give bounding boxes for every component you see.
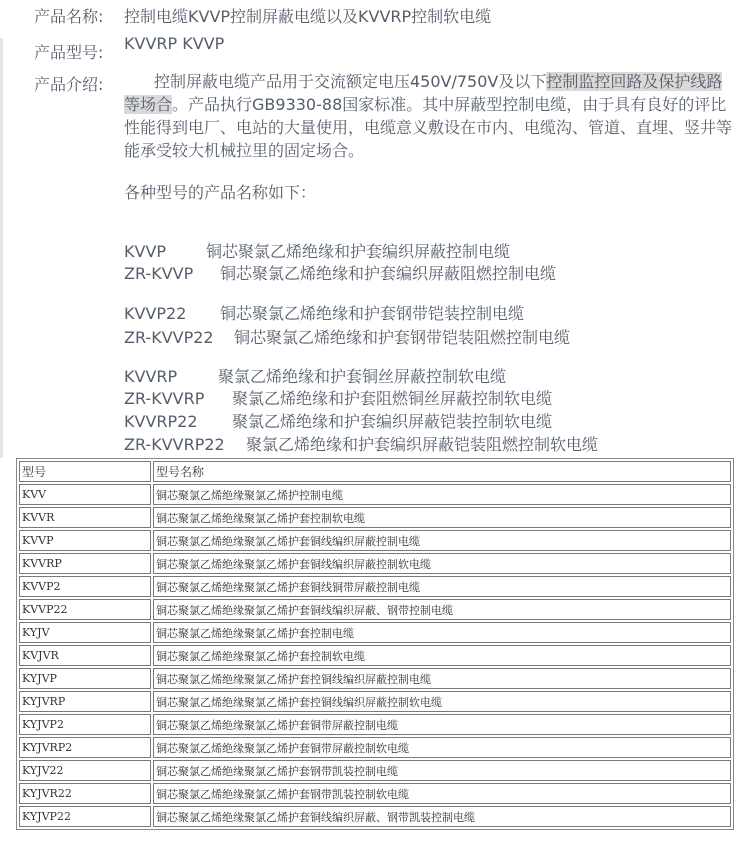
cell-name: 铜芯聚氯乙烯绝缘聚氯乙烯护套铜带屏蔽控制电缆 — [153, 714, 731, 735]
cell-name: 铜芯聚氯乙烯绝缘聚氯乙烯护套钢带凯装控制软电缆 — [153, 783, 731, 804]
cell-model: KYJVR22 — [19, 783, 151, 804]
product-name-value: 控制电缆KVVP控制屏蔽电缆以及KVVRP控制软电缆 — [124, 7, 492, 26]
model-line — [124, 367, 506, 387]
model-code: KVVRP — [124, 367, 178, 386]
model-desc: 聚氯乙烯绝缘和护套编织屏蔽铠装控制软电缆 — [232, 412, 553, 431]
left-border-rule — [0, 38, 3, 458]
cell-model: KVVP — [19, 530, 151, 551]
table-row — [19, 691, 731, 712]
intro-part-2: 。产品执行GB9330-88国家标准。其中屏蔽型控制电缆，由于具有良好的评比性能得到电厂、电站的大量使用，电缆意义敷设在市内、电缆沟、管道、直埋、竖井等能承受较大机械拉里的固定场合。 — [124, 95, 733, 160]
model-code: ZR-KVVP — [124, 264, 194, 283]
cell-name: 铜芯聚氯乙烯绝缘聚氯乙烯护套铜线编织屏蔽控制电缆 — [153, 530, 731, 551]
cell-name: 铜芯聚氯乙烯绝缘聚氯乙烯护套控铜线编织屏蔽控制电缆 — [153, 668, 731, 689]
cell-model: KYJVRP — [19, 691, 151, 712]
cell-model: KYJV — [19, 622, 151, 643]
model-line — [124, 304, 524, 324]
cell-name: 铜芯聚氯乙烯绝缘聚氯乙烯护套铜带屏蔽控制软电缆 — [153, 737, 731, 758]
model-code: KVVP — [124, 242, 167, 261]
model-desc: 聚氯乙烯绝缘和护套编织屏蔽铠装阻燃控制软电缆 — [246, 435, 599, 454]
column-header-model: 型号 — [19, 461, 151, 482]
product-intro-label: 产品介绍: — [34, 75, 104, 94]
product-model-value: KVVRP KVVP — [124, 34, 225, 53]
cell-model: KYJV22 — [19, 760, 151, 781]
cell-name: 铜芯聚氯乙烯绝缘聚氯乙烯护套控制软电缆 — [153, 507, 731, 528]
model-desc: 聚氯乙烯绝缘和护套铜丝屏蔽控制软电缆 — [218, 367, 507, 386]
model-line — [124, 412, 552, 432]
table-row — [19, 530, 731, 551]
model-line — [124, 328, 570, 348]
table-row — [19, 599, 731, 620]
cell-model: KVVRP — [19, 553, 151, 574]
cell-name: 铜芯聚氯乙烯绝缘聚氯乙烯护套铜线编织屏蔽、钢带凯装控制电缆 — [153, 806, 731, 827]
model-code: ZR-KVVP22 — [124, 328, 214, 347]
model-desc: 铜芯聚氯乙烯绝缘和护套编织屏蔽控制电缆 — [206, 242, 511, 261]
cell-model: KVJVR — [19, 645, 151, 666]
column-header-name: 型号名称 — [153, 461, 731, 482]
cell-model: KYJVRP2 — [19, 737, 151, 758]
spec-table — [16, 458, 734, 830]
table-row — [19, 737, 731, 758]
product-name-label: 产品名称: — [34, 7, 104, 26]
cell-model: KVVR — [19, 507, 151, 528]
product-model-label: 产品型号: — [34, 43, 104, 62]
table-row — [19, 783, 731, 804]
model-desc: 铜芯聚氯乙烯绝缘和护套钢带铠装控制电缆 — [220, 304, 525, 323]
cell-name: 铜芯聚氯乙烯绝缘聚氯乙烯护套控制电缆 — [153, 622, 731, 643]
model-desc: 聚氯乙烯绝缘和护套阻燃铜丝屏蔽控制软电缆 — [232, 389, 553, 408]
cell-model: KVVP22 — [19, 599, 151, 620]
table-row — [19, 806, 731, 827]
intro-part-1: 控制屏蔽电缆产品用于交流额定电压450V/750V及以下 — [154, 72, 547, 91]
table-row — [19, 622, 731, 643]
table-header-row — [19, 461, 731, 482]
table-row — [19, 714, 731, 735]
cell-name: 铜芯聚氯乙烯绝缘聚氯乙烯护套铜线编织屏蔽、钢带控制电缆 — [153, 599, 731, 620]
model-desc: 铜芯聚氯乙烯绝缘和护套编织屏蔽阻燃控制电缆 — [220, 264, 557, 283]
model-line — [124, 264, 556, 284]
cell-model: KYJVP — [19, 668, 151, 689]
model-line — [124, 435, 598, 455]
table-row — [19, 507, 731, 528]
model-line — [124, 389, 552, 409]
model-desc: 铜芯聚氯乙烯绝缘和护套钢带铠装阻燃控制电缆 — [234, 328, 571, 347]
cell-name: 铜芯聚氯乙烯绝缘聚氯乙烯护套铜线编织屏蔽控制软电缆 — [153, 553, 731, 574]
cell-model: KVVP2 — [19, 576, 151, 597]
cell-name: 铜芯聚氯乙烯绝缘聚氯乙烯护套钢带凯装控制电缆 — [153, 760, 731, 781]
model-code: ZR-KVVRP22 — [124, 435, 225, 454]
model-code: KVVP22 — [124, 304, 187, 323]
cell-model: KYJVP2 — [19, 714, 151, 735]
cell-model: KYJVP22 — [19, 806, 151, 827]
cell-name: 铜芯聚氯乙烯绝缘聚氯乙烯护套控铜线编织屏蔽控制软电缆 — [153, 691, 731, 712]
cell-name: 铜芯聚氯乙烯绝缘聚氯乙烯护套铜线铜带屏蔽控制电缆 — [153, 576, 731, 597]
model-code: KVVRP22 — [124, 412, 198, 431]
model-line — [124, 242, 510, 262]
model-code: ZR-KVVRP — [124, 389, 205, 408]
table-row — [19, 484, 731, 505]
models-title: 各种型号的产品名称如下： — [124, 183, 317, 202]
product-intro-text — [124, 70, 736, 162]
intro-highlight: 控制监控回路及保护线路等场合 — [124, 72, 723, 114]
table-row — [19, 576, 731, 597]
cell-name: 铜芯聚氯乙烯绝缘聚氯乙烯护控制电缆 — [153, 484, 731, 505]
cell-name: 铜芯聚氯乙烯绝缘聚氯乙烯护套控制软电缆 — [153, 645, 731, 666]
table-row — [19, 668, 731, 689]
table-row — [19, 553, 731, 574]
table-row — [19, 645, 731, 666]
cell-model: KVV — [19, 484, 151, 505]
table-row — [19, 760, 731, 781]
